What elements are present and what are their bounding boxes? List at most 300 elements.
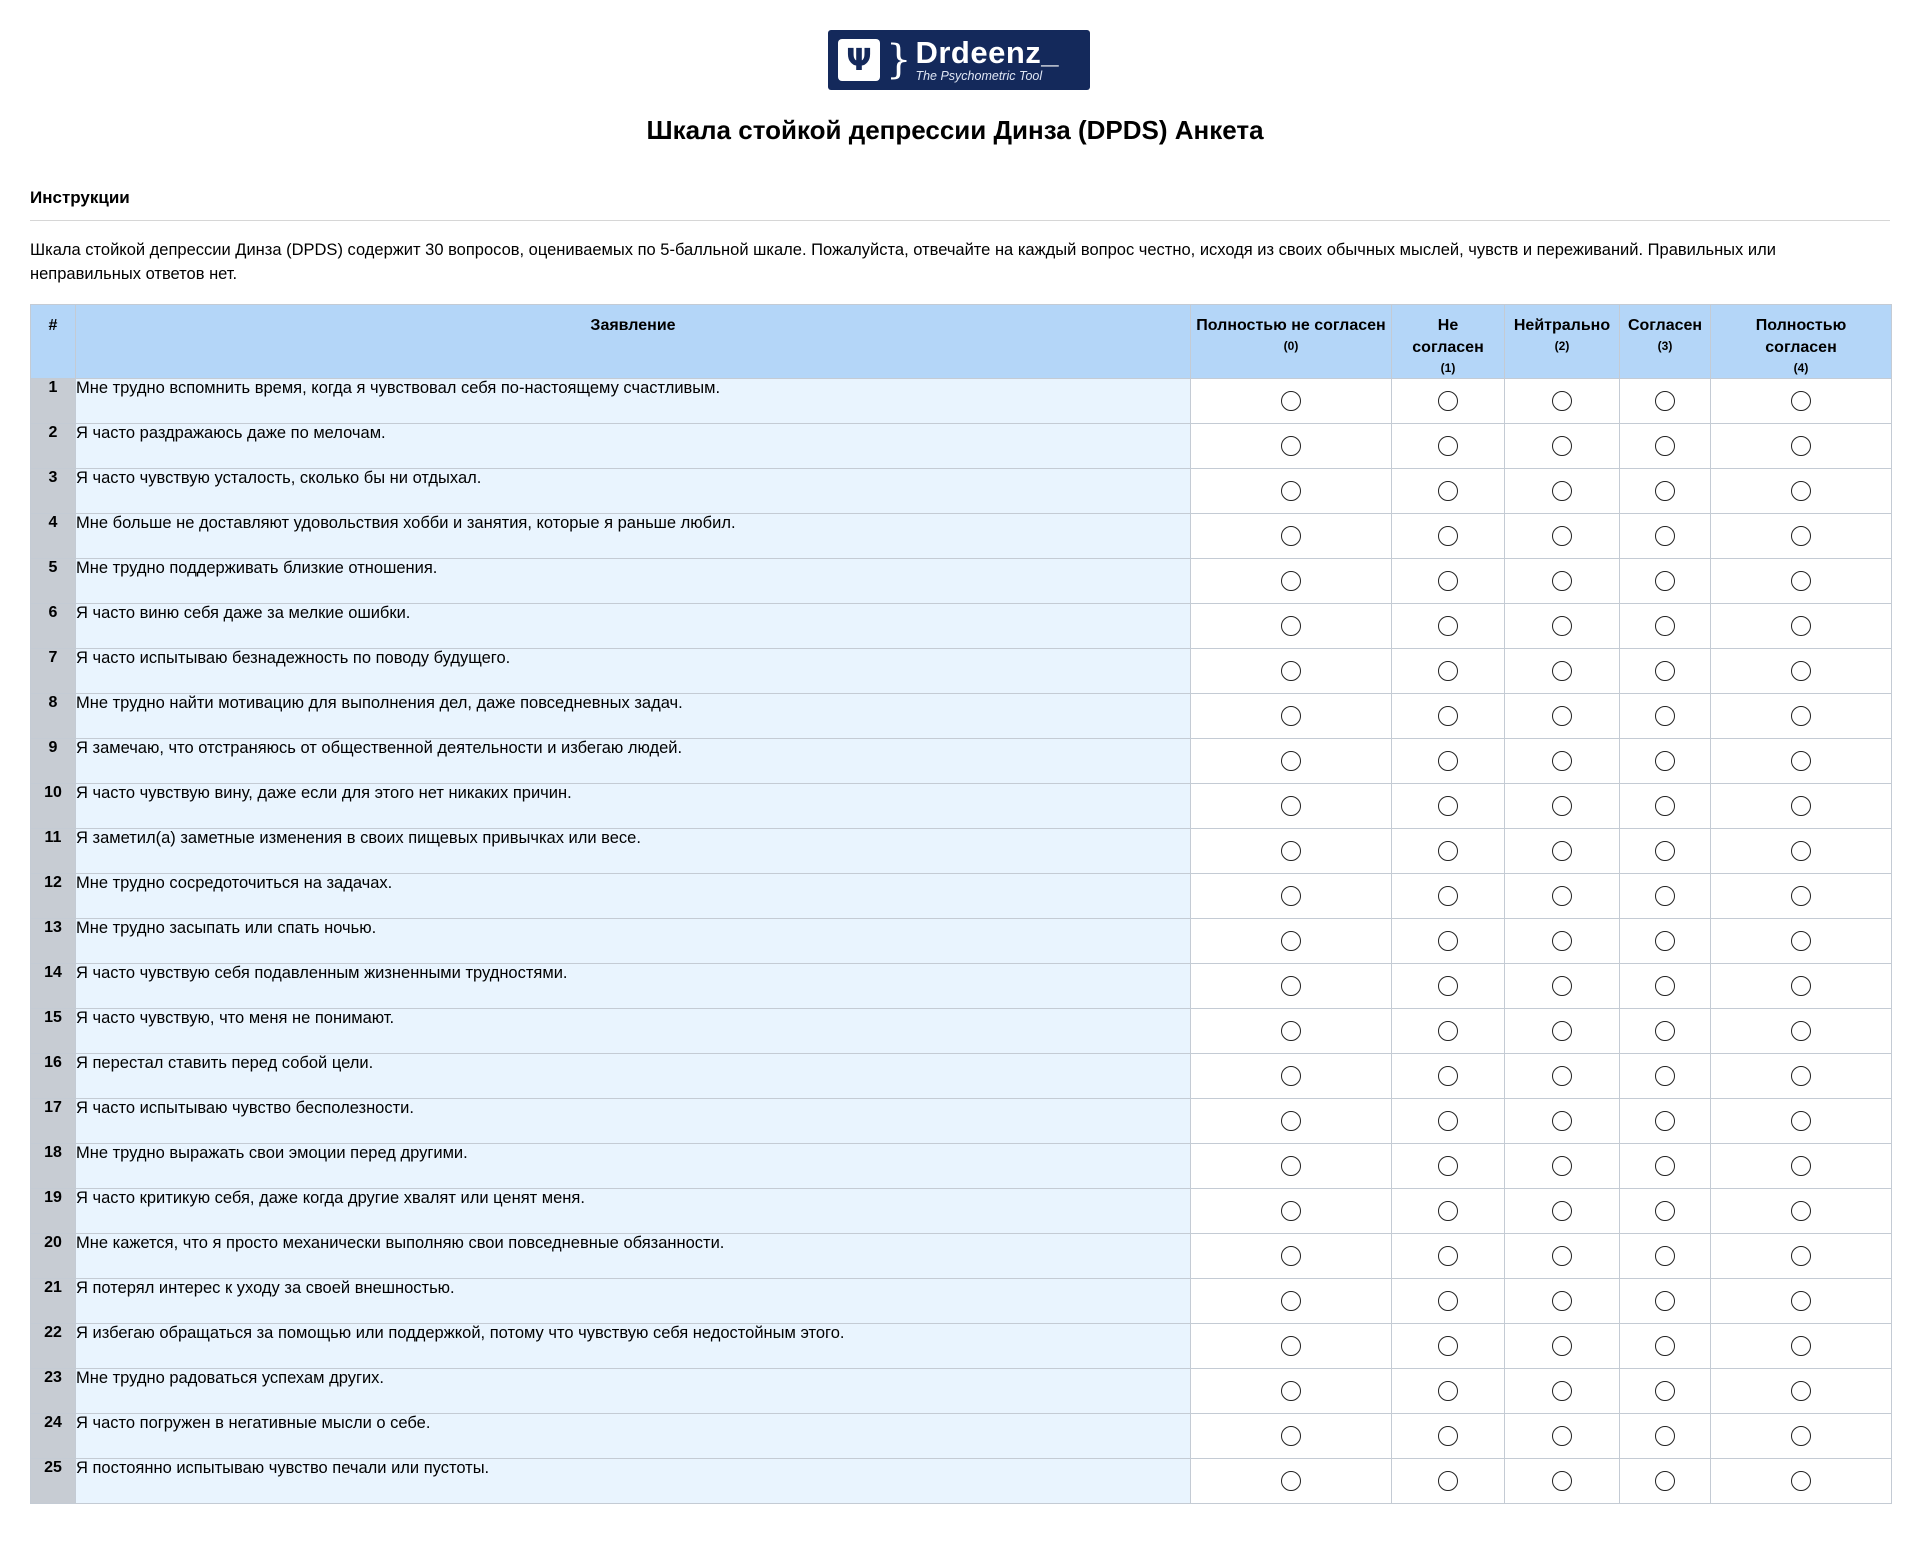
answer-radio-1[interactable] (1438, 1381, 1458, 1401)
answer-cell-1 (1392, 874, 1505, 919)
answer-cell-3 (1620, 1099, 1711, 1144)
answer-radio-2[interactable] (1552, 571, 1572, 591)
question-number: 1 (31, 379, 76, 424)
answer-cell-2 (1505, 1414, 1620, 1459)
table-row (31, 874, 1892, 919)
answer-radio-4[interactable] (1791, 886, 1811, 906)
answer-cell-1 (1392, 1189, 1505, 1234)
brand-logo (828, 30, 1090, 90)
answer-cell-3 (1620, 1009, 1711, 1054)
psi-logo-icon: Ψ (838, 39, 880, 81)
column-header-statement: Заявление (76, 305, 1191, 379)
answer-radio-0[interactable] (1281, 976, 1301, 996)
answer-cell-3 (1620, 469, 1711, 514)
answer-cell-2 (1505, 1054, 1620, 1099)
answer-radio-4[interactable] (1791, 976, 1811, 996)
answer-radio-0[interactable] (1281, 1291, 1301, 1311)
answer-radio-2[interactable] (1552, 886, 1572, 906)
answer-radio-3[interactable] (1655, 436, 1675, 456)
answer-cell-2 (1505, 1099, 1620, 1144)
answer-cell-1 (1392, 514, 1505, 559)
answer-radio-3[interactable] (1655, 616, 1675, 636)
answer-cell-1 (1392, 424, 1505, 469)
answer-radio-2[interactable] (1552, 391, 1572, 411)
question-number: 25 (31, 1459, 76, 1504)
table-header-row (31, 305, 1892, 379)
answer-cell-1 (1392, 1279, 1505, 1324)
question-statement: Мне трудно радоваться успехам других. (76, 1369, 1191, 1414)
answer-cell-3 (1620, 559, 1711, 604)
answer-radio-1[interactable] (1438, 616, 1458, 636)
answer-radio-2[interactable] (1552, 1291, 1572, 1311)
answer-radio-2[interactable] (1552, 526, 1572, 546)
answer-radio-4[interactable] (1791, 841, 1811, 861)
table-row (31, 919, 1892, 964)
question-statement: Я часто испытываю безнадежность по поводу будущего. (76, 649, 1191, 694)
answer-radio-1[interactable] (1438, 571, 1458, 591)
question-number: 15 (31, 1009, 76, 1054)
column-header-option-1 (1392, 305, 1505, 379)
answer-cell-4 (1711, 424, 1892, 469)
answer-cell-3 (1620, 874, 1711, 919)
answer-radio-4[interactable] (1791, 1426, 1811, 1446)
answer-cell-4 (1711, 1414, 1892, 1459)
answer-radio-4[interactable] (1791, 526, 1811, 546)
answer-cell-2 (1505, 469, 1620, 514)
answer-radio-3[interactable] (1655, 1471, 1675, 1491)
answer-radio-0[interactable] (1281, 931, 1301, 951)
question-number: 24 (31, 1414, 76, 1459)
answer-cell-3 (1620, 1369, 1711, 1414)
answer-cell-4 (1711, 1369, 1892, 1414)
table-row (31, 514, 1892, 559)
question-number: 11 (31, 829, 76, 874)
question-number: 23 (31, 1369, 76, 1414)
question-number: 10 (31, 784, 76, 829)
question-statement: Я часто чувствую, что меня не понимают. (76, 1009, 1191, 1054)
answer-radio-3[interactable] (1655, 391, 1675, 411)
answer-radio-0[interactable] (1281, 436, 1301, 456)
table-row (31, 1324, 1892, 1369)
answer-cell-0 (1191, 919, 1392, 964)
question-number: 13 (31, 919, 76, 964)
option-score: (2) (1554, 339, 1570, 353)
answer-radio-2[interactable] (1552, 481, 1572, 501)
answer-cell-1 (1392, 1324, 1505, 1369)
answer-cell-4 (1711, 559, 1892, 604)
answer-cell-0 (1191, 1189, 1392, 1234)
answer-cell-1 (1392, 1234, 1505, 1279)
answer-radio-2[interactable] (1552, 1111, 1572, 1131)
option-score: (1) (1440, 361, 1456, 375)
answer-radio-1[interactable] (1438, 931, 1458, 951)
answer-cell-4 (1711, 1099, 1892, 1144)
answer-radio-2[interactable] (1552, 1246, 1572, 1266)
table-row (31, 1009, 1892, 1054)
answer-cell-3 (1620, 739, 1711, 784)
answer-radio-3[interactable] (1655, 1381, 1675, 1401)
answer-cell-2 (1505, 739, 1620, 784)
table-row (31, 1054, 1892, 1099)
table-row (31, 964, 1892, 1009)
question-statement: Я перестал ставить перед собой цели. (76, 1054, 1191, 1099)
answer-radio-1[interactable] (1438, 706, 1458, 726)
answer-cell-3 (1620, 964, 1711, 1009)
column-header-number: # (31, 305, 76, 379)
question-statement: Мне трудно поддерживать близкие отношения. (76, 559, 1191, 604)
answer-cell-2 (1505, 964, 1620, 1009)
answer-radio-3[interactable] (1655, 481, 1675, 501)
answer-radio-1[interactable] (1438, 1471, 1458, 1491)
question-number: 3 (31, 469, 76, 514)
answer-radio-1[interactable] (1438, 526, 1458, 546)
answer-cell-4 (1711, 379, 1892, 424)
answer-cell-2 (1505, 379, 1620, 424)
answer-radio-1[interactable] (1438, 1156, 1458, 1176)
answer-cell-0 (1191, 559, 1392, 604)
page-title: Шкала стойкой депрессии Динза (DPDS) Анкета (646, 115, 1264, 145)
answer-radio-2[interactable] (1552, 1201, 1572, 1221)
question-number: 12 (31, 874, 76, 919)
answer-radio-2[interactable] (1552, 976, 1572, 996)
question-statement: Мне больше не доставляют удовольствия хобби и занятия, которые я раньше любил. (76, 514, 1191, 559)
answer-cell-4 (1711, 1279, 1892, 1324)
answer-cell-4 (1711, 964, 1892, 1009)
answer-cell-2 (1505, 784, 1620, 829)
answer-radio-3[interactable] (1655, 1291, 1675, 1311)
answer-cell-4 (1711, 469, 1892, 514)
answer-radio-4[interactable] (1791, 1471, 1811, 1491)
question-number: 17 (31, 1099, 76, 1144)
logo-text (915, 37, 1059, 83)
answer-radio-0[interactable] (1281, 1246, 1301, 1266)
answer-radio-1[interactable] (1438, 886, 1458, 906)
answer-radio-1[interactable] (1438, 1291, 1458, 1311)
answer-cell-3 (1620, 829, 1711, 874)
answer-cell-0 (1191, 469, 1392, 514)
answer-radio-0[interactable] (1281, 391, 1301, 411)
answer-radio-2[interactable] (1552, 1336, 1572, 1356)
table-row (31, 1414, 1892, 1459)
answer-radio-3[interactable] (1655, 1111, 1675, 1131)
table-row (31, 559, 1892, 604)
question-number: 6 (31, 604, 76, 649)
answer-radio-4[interactable] (1791, 1156, 1811, 1176)
answer-radio-0[interactable] (1281, 1201, 1301, 1221)
question-statement: Я часто критикую себя, даже когда другие хвалят или ценят меня. (76, 1189, 1191, 1234)
answer-cell-1 (1392, 649, 1505, 694)
answer-radio-4[interactable] (1791, 1291, 1811, 1311)
answer-cell-1 (1392, 1009, 1505, 1054)
answer-radio-2[interactable] (1552, 796, 1572, 816)
option-score: (3) (1657, 339, 1673, 353)
answer-cell-0 (1191, 1369, 1392, 1414)
answer-radio-0[interactable] (1281, 1111, 1301, 1131)
answer-radio-3[interactable] (1655, 526, 1675, 546)
answer-radio-2[interactable] (1552, 661, 1572, 681)
answer-radio-4[interactable] (1791, 751, 1811, 771)
answer-cell-4 (1711, 1144, 1892, 1189)
option-label: Согласен (1627, 317, 1703, 334)
answer-radio-0[interactable] (1281, 1066, 1301, 1086)
answer-radio-4[interactable] (1791, 796, 1811, 816)
table-row (31, 1279, 1892, 1324)
answer-cell-3 (1620, 1414, 1711, 1459)
answer-radio-0[interactable] (1281, 886, 1301, 906)
answer-cell-3 (1620, 379, 1711, 424)
answer-radio-2[interactable] (1552, 1156, 1572, 1176)
question-number: 7 (31, 649, 76, 694)
answer-radio-0[interactable] (1281, 526, 1301, 546)
answer-radio-1[interactable] (1438, 391, 1458, 411)
answer-cell-0 (1191, 1414, 1392, 1459)
answer-radio-3[interactable] (1655, 661, 1675, 681)
answer-cell-4 (1711, 1054, 1892, 1099)
answer-cell-1 (1392, 1369, 1505, 1414)
question-statement: Я потерял интерес к уходу за своей внешностью. (76, 1279, 1191, 1324)
table-row (31, 739, 1892, 784)
answer-cell-0 (1191, 874, 1392, 919)
answer-radio-3[interactable] (1655, 751, 1675, 771)
answer-radio-4[interactable] (1791, 1021, 1811, 1041)
question-statement: Я часто испытываю чувство бесполезности. (76, 1099, 1191, 1144)
answer-radio-0[interactable] (1281, 841, 1301, 861)
answer-radio-2[interactable] (1552, 1021, 1572, 1041)
answer-cell-0 (1191, 694, 1392, 739)
answer-radio-4[interactable] (1791, 706, 1811, 726)
answer-radio-3[interactable] (1655, 796, 1675, 816)
answer-radio-3[interactable] (1655, 976, 1675, 996)
answer-cell-1 (1392, 964, 1505, 1009)
answer-cell-0 (1191, 1459, 1392, 1504)
answer-radio-4[interactable] (1791, 661, 1811, 681)
answer-radio-0[interactable] (1281, 796, 1301, 816)
answer-radio-4[interactable] (1791, 436, 1811, 456)
question-statement: Я часто виню себя даже за мелкие ошибки. (76, 604, 1191, 649)
answer-radio-4[interactable] (1791, 571, 1811, 591)
answer-cell-3 (1620, 604, 1711, 649)
answer-radio-1[interactable] (1438, 751, 1458, 771)
answer-cell-3 (1620, 649, 1711, 694)
answer-radio-4[interactable] (1791, 1336, 1811, 1356)
answer-cell-1 (1392, 919, 1505, 964)
answer-cell-0 (1191, 649, 1392, 694)
answer-radio-3[interactable] (1655, 1201, 1675, 1221)
question-statement: Я избегаю обращаться за помощью или поддержкой, потому что чувствую себя недостойным этого. (76, 1324, 1191, 1369)
column-header-option-0 (1191, 305, 1392, 379)
answer-radio-0[interactable] (1281, 1426, 1301, 1446)
answer-radio-4[interactable] (1791, 391, 1811, 411)
answer-cell-4 (1711, 649, 1892, 694)
answer-radio-3[interactable] (1655, 571, 1675, 591)
answer-cell-0 (1191, 1324, 1392, 1369)
table-row (31, 1234, 1892, 1279)
answer-cell-3 (1620, 1189, 1711, 1234)
answer-cell-4 (1711, 694, 1892, 739)
answer-radio-3[interactable] (1655, 886, 1675, 906)
question-statement: Я часто чувствую себя подавленным жизненными трудностями. (76, 964, 1191, 1009)
answer-cell-0 (1191, 1009, 1392, 1054)
question-statement: Я часто раздражаюсь даже по мелочам. (76, 424, 1191, 469)
answer-cell-2 (1505, 829, 1620, 874)
answer-radio-2[interactable] (1552, 616, 1572, 636)
answer-radio-0[interactable] (1281, 481, 1301, 501)
column-header-option-2 (1505, 305, 1620, 379)
question-statement: Я постоянно испытываю чувство печали или пустоты. (76, 1459, 1191, 1504)
table-row (31, 694, 1892, 739)
answer-cell-1 (1392, 1144, 1505, 1189)
table-row (31, 469, 1892, 514)
answer-radio-3[interactable] (1655, 1021, 1675, 1041)
answer-radio-2[interactable] (1552, 436, 1572, 456)
answer-radio-0[interactable] (1281, 1471, 1301, 1491)
answer-cell-4 (1711, 514, 1892, 559)
answer-cell-0 (1191, 514, 1392, 559)
answer-radio-0[interactable] (1281, 1021, 1301, 1041)
answer-cell-4 (1711, 1189, 1892, 1234)
answer-radio-4[interactable] (1791, 1111, 1811, 1131)
answer-cell-2 (1505, 1459, 1620, 1504)
answer-cell-2 (1505, 514, 1620, 559)
answer-cell-1 (1392, 784, 1505, 829)
question-number: 20 (31, 1234, 76, 1279)
answer-radio-1[interactable] (1438, 1426, 1458, 1446)
answer-cell-1 (1392, 1459, 1505, 1504)
answer-cell-0 (1191, 1144, 1392, 1189)
answer-radio-1[interactable] (1438, 1066, 1458, 1086)
answer-cell-3 (1620, 919, 1711, 964)
answer-radio-3[interactable] (1655, 1426, 1675, 1446)
answer-cell-4 (1711, 874, 1892, 919)
answer-radio-2[interactable] (1552, 1426, 1572, 1446)
answer-cell-4 (1711, 1324, 1892, 1369)
answer-radio-1[interactable] (1438, 1201, 1458, 1221)
option-label: Не согласен (1412, 317, 1484, 356)
table-row (31, 1144, 1892, 1189)
answer-cell-4 (1711, 1009, 1892, 1054)
question-number: 8 (31, 694, 76, 739)
answer-cell-2 (1505, 1279, 1620, 1324)
answer-radio-3[interactable] (1655, 931, 1675, 951)
question-statement: Мне трудно засыпать или спать ночью. (76, 919, 1191, 964)
answer-radio-2[interactable] (1552, 1471, 1572, 1491)
question-number: 2 (31, 424, 76, 469)
answer-radio-3[interactable] (1655, 1156, 1675, 1176)
answer-radio-0[interactable] (1281, 1336, 1301, 1356)
question-statement: Мне трудно вспомнить время, когда я чувствовал себя по-настоящему счастливым. (76, 379, 1191, 424)
answer-radio-0[interactable] (1281, 1156, 1301, 1176)
question-statement: Мне трудно сосредоточиться на задачах. (76, 874, 1191, 919)
answer-cell-1 (1392, 1099, 1505, 1144)
answer-radio-0[interactable] (1281, 751, 1301, 771)
answer-radio-2[interactable] (1552, 841, 1572, 861)
answer-cell-2 (1505, 424, 1620, 469)
option-score: (0) (1283, 339, 1299, 353)
answer-radio-0[interactable] (1281, 706, 1301, 726)
answer-radio-3[interactable] (1655, 841, 1675, 861)
answer-radio-4[interactable] (1791, 1201, 1811, 1221)
instructions-heading: Инструкции (30, 188, 130, 207)
answer-radio-0[interactable] (1281, 661, 1301, 681)
answer-radio-2[interactable] (1552, 1381, 1572, 1401)
answer-radio-2[interactable] (1552, 751, 1572, 771)
answer-radio-0[interactable] (1281, 616, 1301, 636)
answer-radio-1[interactable] (1438, 481, 1458, 501)
answer-radio-4[interactable] (1791, 931, 1811, 951)
answer-cell-2 (1505, 1009, 1620, 1054)
answer-cell-0 (1191, 1099, 1392, 1144)
answer-cell-0 (1191, 829, 1392, 874)
answer-radio-1[interactable] (1438, 1246, 1458, 1266)
answer-radio-2[interactable] (1552, 931, 1572, 951)
answer-cell-1 (1392, 559, 1505, 604)
logo-tagline: The Psychometric Tool (915, 69, 1043, 83)
answer-cell-1 (1392, 379, 1505, 424)
question-number: 16 (31, 1054, 76, 1099)
table-row (31, 1189, 1892, 1234)
answer-radio-0[interactable] (1281, 1381, 1301, 1401)
answer-cell-2 (1505, 919, 1620, 964)
answer-cell-3 (1620, 784, 1711, 829)
answer-radio-1[interactable] (1438, 661, 1458, 681)
answer-radio-3[interactable] (1655, 1066, 1675, 1086)
answer-cell-3 (1620, 1144, 1711, 1189)
answer-cell-3 (1620, 694, 1711, 739)
answer-radio-1[interactable] (1438, 796, 1458, 816)
answer-radio-3[interactable] (1655, 1336, 1675, 1356)
answer-radio-4[interactable] (1791, 481, 1811, 501)
answer-radio-3[interactable] (1655, 1246, 1675, 1266)
answer-cell-4 (1711, 1459, 1892, 1504)
answer-radio-2[interactable] (1552, 1066, 1572, 1086)
answer-cell-4 (1711, 1234, 1892, 1279)
answer-cell-3 (1620, 514, 1711, 559)
question-number: 4 (31, 514, 76, 559)
answer-cell-1 (1392, 469, 1505, 514)
answer-cell-2 (1505, 874, 1620, 919)
answer-radio-1[interactable] (1438, 841, 1458, 861)
table-row (31, 379, 1892, 424)
answer-cell-2 (1505, 1369, 1620, 1414)
answer-radio-1[interactable] (1438, 976, 1458, 996)
answer-radio-4[interactable] (1791, 1246, 1811, 1266)
table-row (31, 1099, 1892, 1144)
answer-cell-1 (1392, 829, 1505, 874)
answer-radio-4[interactable] (1791, 616, 1811, 636)
answer-cell-1 (1392, 1414, 1505, 1459)
answer-cell-1 (1392, 604, 1505, 649)
table-row (31, 604, 1892, 649)
question-statement: Я часто погружен в негативные мысли о себе. (76, 1414, 1191, 1459)
answer-radio-0[interactable] (1281, 571, 1301, 591)
column-header-option-3 (1620, 305, 1711, 379)
question-statement: Я часто чувствую усталость, сколько бы ни отдыхал. (76, 469, 1191, 514)
instructions-divider (30, 220, 1890, 221)
table-row (31, 1459, 1892, 1504)
answer-radio-1[interactable] (1438, 1111, 1458, 1131)
answer-radio-2[interactable] (1552, 706, 1572, 726)
answer-radio-1[interactable] (1438, 436, 1458, 456)
answer-cell-0 (1191, 424, 1392, 469)
answer-radio-1[interactable] (1438, 1021, 1458, 1041)
answer-radio-3[interactable] (1655, 706, 1675, 726)
question-number: 22 (31, 1324, 76, 1369)
answer-radio-4[interactable] (1791, 1066, 1811, 1086)
answer-radio-1[interactable] (1438, 1336, 1458, 1356)
logo-brace: } (886, 37, 912, 83)
answer-cell-4 (1711, 919, 1892, 964)
answer-radio-4[interactable] (1791, 1381, 1811, 1401)
